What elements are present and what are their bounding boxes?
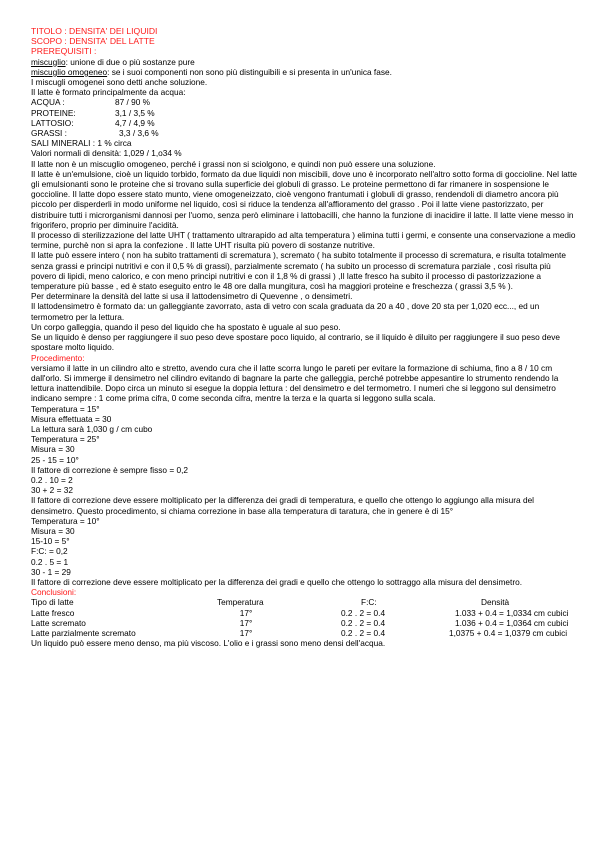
table-header-row [31,597,577,607]
calc-line: 30 - 1 = 29 [31,566,71,577]
miscuglio-def: : unione di due o più sostanze pure [65,56,195,67]
table-cell: 0.2 . 2 = 0.4 [341,627,386,638]
composition-label: PROTEINE: [31,107,76,118]
table-row [31,608,577,618]
table-cell: 0.2 . 2 = 0.4 [341,617,386,628]
procedimento-heading: Procedimento: [31,352,85,363]
table-cell: 17° [239,607,253,618]
calc-line: 25 - 15 = 10° [31,454,79,465]
sali-line: SALI MINERALI : 1 % circa [31,138,132,149]
paragraph: Per determinare la densità del latte si usa il lattodensimetro di Quevenne , o densimetri. [31,291,353,302]
table-cell: 17° [239,617,253,628]
table-cell: 0.2 . 2 = 0.4 [341,607,386,618]
calc-line: Misura = 30 [31,525,75,536]
calc-line: Temperatura = 25° [31,434,100,445]
table-header-cell: Tipo di latte [31,597,74,608]
table-cell: 1.033 + 0.4 = 1,0334 cm cubici [455,607,569,618]
table-cell: 17° [239,627,253,638]
conclusioni-closing: Un liquido può essere meno denso, ma più viscoso. L'olio e i grassi sono meno densi dell'acqua. [31,638,386,649]
table-cell: Latte fresco [31,607,75,618]
table-cell: 1.036 + 0.4 = 1,0364 cm cubici [455,617,569,628]
prerequisiti-heading: PREREQUISITI : [31,46,97,57]
composition-row [31,97,577,107]
calc-line: Misura = 30 [31,444,75,455]
composition-label: LATTOSIO: [31,117,74,128]
calc-line: Temperatura = 15° [31,403,100,414]
procedimento-intro: versiamo il latte in un cilindro alto e stretto, avendo cura che il latte scorra lungo le pareti per evitare la formazione di schiuma, fino a 8 / 10 cm dall'orlo. Si immerge il densimetro nel cilindro evitando di bagnare la parte che galleggia, perché potrebbe appesantire lo strumento rendendo la lettura inattendibile. Dopo circa un minuto si esegue la doppia lettura : del densimetro e del termometro. I numeri che si leggono sul densimetro indicano sempre : 1 come prima cifra, 0 come seconda cifra, mentre la terza e la quarta si leggono sulla scala. [31,362,559,404]
paragraph: Il latte può essere intero ( non ha subito trattamenti di scrematura ), scremato ( ha subito totalmente il processo di scrematura, e risulta totalmente senza grassi e principi nutritivi e con il 0,5 % di grassi), parzialmente scremato ( ha subito un processo di scrematura parziale , così risulta più povero di lipidi, meno calorico, e con meno principi nutritivi e con il 1,8 % di grassi ) ,Il latte fresco ha subito il processo di pastorizzazione a temperature più basse , ed è stato eseguito entro le 48 ore dalla mungitura, così ha maggiori proteine e freschezza ( grassi 3,5 % ). [31,250,566,292]
latte-formato-line: Il latte è formato principalmente da acqua: [31,87,186,98]
calc-line: La lettura sarà 1,030 g / cm cubo [31,423,153,434]
composition-value: 3,1 / 3,5 % [115,107,155,118]
calc-line: 15-10 = 5° [31,536,70,547]
calc-block-a [31,404,577,496]
omogenei-line: I miscugli omogenei sono detti anche soluzione. [31,77,208,88]
table-header-cell: Densità [481,597,510,608]
composition-row [31,128,577,138]
omogeneo-line [31,67,577,77]
doc-title: TITOLO : DENSITA' DEI LIQUIDI [31,26,158,36]
composition-label: GRASSI : [31,128,67,139]
calc-line: Il fattore di correzione è sempre fisso = 0,2 [31,464,189,475]
calc-line: F:C: = 0,2 [31,546,68,557]
composition-row [31,118,577,128]
procedimento-middle: Il fattore di correzione deve essere moltiplicato per la differenza dei gradi di temperatura, e quello che ottengo lo aggiungo alla misura del densimetro. Questo procedimento, si chiama correzione in base alla temperatura di taratura, che in genere è di 15° [31,495,535,516]
omogeneo-term: miscuglio omogeneo [31,66,108,77]
composition-value: 87 / 90 % [115,97,151,108]
calc-line: Misura effettuata = 30 [31,413,112,424]
table-header-cell: F:C: [361,597,377,608]
paragraph: Il processo di sterilizzazione del latte UHT ( trattamento ultrarapido ad alta temperatura ) elimina tutti i germi, e consente una conservazione a medio termine, purchè non si apra la confezione . Il latte UHT risulta più povero di sostanze nutritive. [31,230,576,251]
table-cell: Latte parzialmente scremato [31,627,136,638]
composition-row [31,108,577,118]
valori-line: Valori normali di densità: 1,029 / 1,o34 % [31,148,182,159]
conclusioni-heading: Conclusioni: [31,587,77,598]
composition-label: ACQUA : [31,97,65,108]
table-row [31,628,577,638]
procedimento-final: Il fattore di correzione deve essere moltiplicato per la differenza dei gradi e quello che ottengo lo sottraggo alla misura del densimetro. [31,576,523,587]
composition-list [31,97,577,138]
composition-value: 4,7 / 4,9 % [115,117,155,128]
paragraph: Un corpo galleggia, quando il peso del liquido che ha spostato è uguale al suo peso. [31,321,341,332]
paragraph: Se un liquido è denso per raggiungere il suo peso deve spostare poco liquido, al contrario, se il liquido è diluito per raggiungere il suo peso deve spostare molto liquido. [31,332,561,353]
calc-line: 0.2 . 10 = 2 [31,474,73,485]
paragraph: Il lattodensimetro è formato da: un galleggiante zavorrato, asta di vetro con scala graduata da 20 a 40 , dove 20 sta per 1,020 ecc..., ed un termometro per la lettura. [31,301,540,322]
table-header-cell: Temperatura [217,597,264,608]
calc-line: Temperatura = 10° [31,515,100,526]
document-page [31,26,577,648]
doc-scopo: SCOPO : DENSITA' DEL LATTE [31,36,155,47]
omogeneo-def: : se i suoi componenti non sono più distinguibili e si presenta in un'unica fase. [107,66,392,77]
composition-value: 3,3 / 3,6 % [119,128,159,139]
conclusioni-table [31,597,577,638]
paragraph: Il latte è un'emulsione, cioè un liquido torbido, formato da due liquidi non miscibili, dove uno è incorporato nell'altro sotto forma di goccioline. Nel latte gli emulsionanti sono le proteine che si trovano sulla superficie dei globuli di grasso. Le proteine permettono di far rimanere in sospensione le goccioline. Il latte dopo essere stato munto, viene omogeneizzato, cioè vengono frantumati i globuli di grasso, rendendoli di diametro ancora più piccolo per disperderli in modo uniforme nel liquido, così si riduce la tendenza all'affioramento del grasso . Poi il latte viene pastorizzato, per distribuire tutti i microrganismi dannosi per l'uomo, senza però eliminare i lattobacilli, che hanno la funzione di inacidire il latte. Il latte viene messo in frigorifero, proprio per diminuire l'acidità. [31,168,578,230]
calc-block-b [31,516,577,577]
miscuglio-line [31,57,577,67]
table-cell: Latte scremato [31,617,86,628]
miscuglio-term: miscuglio [31,56,66,67]
table-row [31,618,577,628]
calc-line: 0.2 . 5 = 1 [31,556,69,567]
table-cell: 1,0375 + 0.4 = 1,0379 cm cubici [449,627,568,638]
paragraph: Il latte non è un miscuglio omogeneo, perché i grassi non si sciolgono, e quindi non può essere una soluzione. [31,158,436,169]
calc-line: 30 + 2 = 32 [31,485,73,496]
